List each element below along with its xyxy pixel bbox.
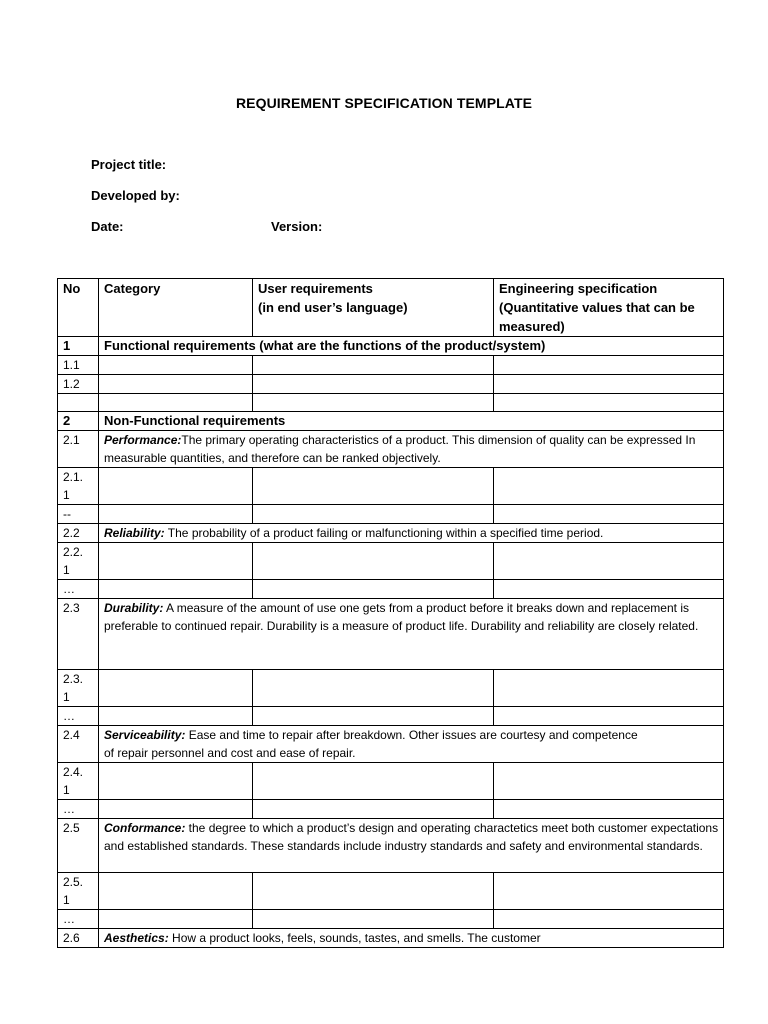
category-cell[interactable]: [99, 763, 253, 800]
row-number: 2.2. 1: [58, 543, 99, 580]
dimension-description: Serviceability: Ease and time to repair after breakdown. Other issues are courtesy and competence of repair personnel and cost and ease of repair.: [99, 726, 724, 763]
row-number: …: [58, 910, 99, 929]
row-number: 1.2: [58, 375, 99, 394]
row-number: 2: [58, 412, 99, 431]
user-requirement-cell[interactable]: [253, 763, 494, 800]
row-number: …: [58, 580, 99, 599]
engineering-spec-cell[interactable]: [494, 543, 724, 580]
category-cell[interactable]: [99, 394, 253, 412]
version-label: Version:: [271, 219, 323, 234]
dimension-row-conformance: [58, 819, 724, 873]
engineering-spec-cell[interactable]: [494, 910, 724, 929]
category-cell[interactable]: [99, 670, 253, 707]
row-number: 2.3. 1: [58, 670, 99, 707]
user-requirement-cell[interactable]: [253, 543, 494, 580]
engineering-spec-cell[interactable]: [494, 707, 724, 726]
table-row: [58, 707, 724, 726]
row-number: 2.6: [58, 929, 99, 948]
row-number: 2.1. 1: [58, 468, 99, 505]
dimension-row-performance: [58, 431, 724, 468]
engineering-spec-cell[interactable]: [494, 800, 724, 819]
date-label: Date:: [91, 219, 124, 234]
category-cell[interactable]: [99, 468, 253, 505]
table-row: [58, 670, 724, 707]
row-number: 2.3: [58, 599, 99, 670]
dimension-row-durability: [58, 599, 724, 670]
engineering-spec-cell[interactable]: [494, 763, 724, 800]
header-category: Category: [99, 279, 253, 337]
table-row: [58, 580, 724, 599]
engineering-spec-cell[interactable]: [494, 394, 724, 412]
engineering-spec-cell[interactable]: [494, 468, 724, 505]
row-number: …: [58, 800, 99, 819]
section-row-non-functional: [58, 412, 724, 431]
section-label: Functional requirements (what are the functions of the product/system): [99, 337, 724, 356]
table-row: [58, 910, 724, 929]
engineering-spec-cell[interactable]: [494, 505, 724, 524]
category-cell[interactable]: [99, 505, 253, 524]
dimension-description: Performance:The primary operating characteristics of a product. This dimension of quality can be expressed In measurable quantities, and therefore can be ranked objectively.: [99, 431, 724, 468]
engineering-spec-cell[interactable]: [494, 670, 724, 707]
user-requirement-cell[interactable]: [253, 670, 494, 707]
table-row: [58, 468, 724, 505]
row-number: --: [58, 505, 99, 524]
category-cell[interactable]: [99, 873, 253, 910]
category-cell[interactable]: [99, 375, 253, 394]
requirements-table: [57, 278, 724, 948]
user-requirement-cell[interactable]: [253, 505, 494, 524]
user-requirement-cell[interactable]: [253, 910, 494, 929]
category-cell[interactable]: [99, 707, 253, 726]
engineering-spec-cell[interactable]: [494, 375, 724, 394]
user-requirement-cell[interactable]: [253, 707, 494, 726]
row-number: 2.2: [58, 524, 99, 543]
developed-by-label: Developed by:: [91, 188, 180, 203]
table-row: [58, 543, 724, 580]
user-requirement-cell[interactable]: [253, 873, 494, 910]
project-title-label: Project title:: [91, 157, 167, 172]
user-requirement-cell[interactable]: [253, 375, 494, 394]
user-requirement-cell[interactable]: [253, 356, 494, 375]
row-number: 2.1: [58, 431, 99, 468]
document-title: REQUIREMENT SPECIFICATION TEMPLATE: [235, 95, 533, 111]
row-number: 2.5: [58, 819, 99, 873]
dimension-description: Conformance: the degree to which a product’s design and operating charactetics meet both customer expectations and established standards. These standards include industry standards and safety and environmental standards.: [99, 819, 724, 873]
section-row-functional: [58, 337, 724, 356]
header-no: No: [58, 279, 99, 337]
user-requirement-cell[interactable]: [253, 580, 494, 599]
user-requirement-cell[interactable]: [253, 394, 494, 412]
section-label: Non-Functional requirements: [99, 412, 724, 431]
user-requirement-cell[interactable]: [253, 468, 494, 505]
engineering-spec-cell[interactable]: [494, 356, 724, 375]
row-number: …: [58, 707, 99, 726]
row-number: 1.1: [58, 356, 99, 375]
table-row: [58, 873, 724, 910]
row-number: 1: [58, 337, 99, 356]
dimension-description: Reliability: The probability of a product failing or malfunctioning within a specified time period.: [99, 524, 724, 543]
header-user-requirements: User requirements (in end user’s language): [253, 279, 494, 337]
table-row: [58, 763, 724, 800]
category-cell[interactable]: [99, 543, 253, 580]
engineering-spec-cell[interactable]: [494, 580, 724, 599]
dimension-row-aesthetics: [58, 929, 724, 948]
dimension-description: Durability: A measure of the amount of use one gets from a product before it breaks down and replacement is preferable to continued repair. Durability is a measure of product life. Durability and reliability are closely related.: [99, 599, 724, 670]
engineering-spec-cell[interactable]: [494, 873, 724, 910]
dimension-description: Aesthetics: How a product looks, feels, sounds, tastes, and smells. The customer: [99, 929, 724, 948]
table-row: [58, 356, 724, 375]
header-engineering-specification: Engineering specification (Quantitative values that can be measured): [494, 279, 724, 337]
table-row: [58, 394, 724, 412]
row-number: 2.5. 1: [58, 873, 99, 910]
table-row: [58, 800, 724, 819]
row-number: [58, 394, 99, 412]
table-header-row: [58, 279, 724, 337]
row-number: 2.4. 1: [58, 763, 99, 800]
dimension-row-reliability: [58, 524, 724, 543]
category-cell[interactable]: [99, 800, 253, 819]
table-row: [58, 375, 724, 394]
table-row: [58, 505, 724, 524]
category-cell[interactable]: [99, 356, 253, 375]
user-requirement-cell[interactable]: [253, 800, 494, 819]
category-cell[interactable]: [99, 910, 253, 929]
category-cell[interactable]: [99, 580, 253, 599]
dimension-row-serviceability: [58, 726, 724, 763]
row-number: 2.4: [58, 726, 99, 763]
